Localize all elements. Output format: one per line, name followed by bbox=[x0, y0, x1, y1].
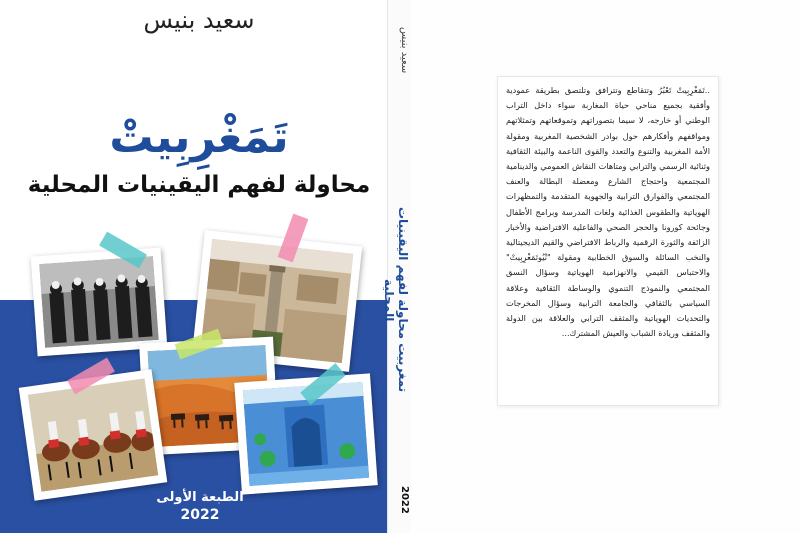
book-spine bbox=[382, 0, 413, 533]
cover-year: 2022 bbox=[180, 507, 220, 523]
cover-title: تَمَغْرِبِيتْ bbox=[109, 112, 289, 163]
cover-subtitle: محاولة لفهم اليقينيات المحلية bbox=[27, 172, 371, 198]
spine-author: سعيد بنيس bbox=[399, 26, 410, 74]
musicians-image bbox=[39, 256, 159, 348]
photo-musicians bbox=[31, 248, 168, 357]
spine-title: تمغربيت محاولة لفهم اليقينيات المحلية bbox=[382, 207, 410, 393]
back-cover bbox=[411, 0, 800, 533]
cover-author: سعيد بنيس bbox=[143, 6, 255, 34]
back-blurb-box bbox=[497, 76, 719, 406]
edition-label: الطبعة الأولى bbox=[156, 490, 244, 505]
back-blurb-text: ..تَمَغْرِبِيتْ تَعْبُرُ وتتقاطع وتترافق وتلتصق بطريقة عمودية وأفقية بجميع مناحي حياة المغاربة سواء داخل التراب الوطني أو خارجه، لا سيما بتصوراتهم وتموقعاتهم وتمثلاتهم ومواقفهم وأفكارهم حول بوادر الشخصية المغربية ومقولة الأمة المغربية والتنوع والتعدد والقوى الناعمة والبيئة الثقافية وثنائية الرسمي والترابي ومتاهات النقاش العمومي والدينامية المجتمعية واحتجاج الشارع ومعضلة البطالة والعنف المجتمعي والفوارق الترابية والجهوية المتقدمة والتمظهرات الهوياتية والطقوس الغذائية ولغات المدرسة وبرامج الأطفال وجائحة كورونا والحجر الصحي والفاعلية الافتراضية والأخبار الزائفة والثورة الرقمية والرباط الافتراضي والقيم الديجيتالية والنخب السائلة والسوق الخطابية ومقولة "نْيُوتَمَغْرِبِيتْ" والاحتباس القيمي والانهزامية الهوياتية وسؤال النسق المجتمعي والنموذج التنموي والوساطة الثقافية وعلاقة السياسي بالثقافي والجامعة الترابية وسؤال المخرجات والتحديات الهوياتية والمثقف الترابي والعلاقة بين الدولة والمثقف وريادة الشباب والعيش المشترك... bbox=[506, 85, 710, 339]
riders-image bbox=[28, 378, 158, 491]
front-cover bbox=[0, 0, 398, 533]
photo-horse-riders bbox=[19, 369, 168, 501]
spine-year: 2022 bbox=[399, 486, 410, 514]
